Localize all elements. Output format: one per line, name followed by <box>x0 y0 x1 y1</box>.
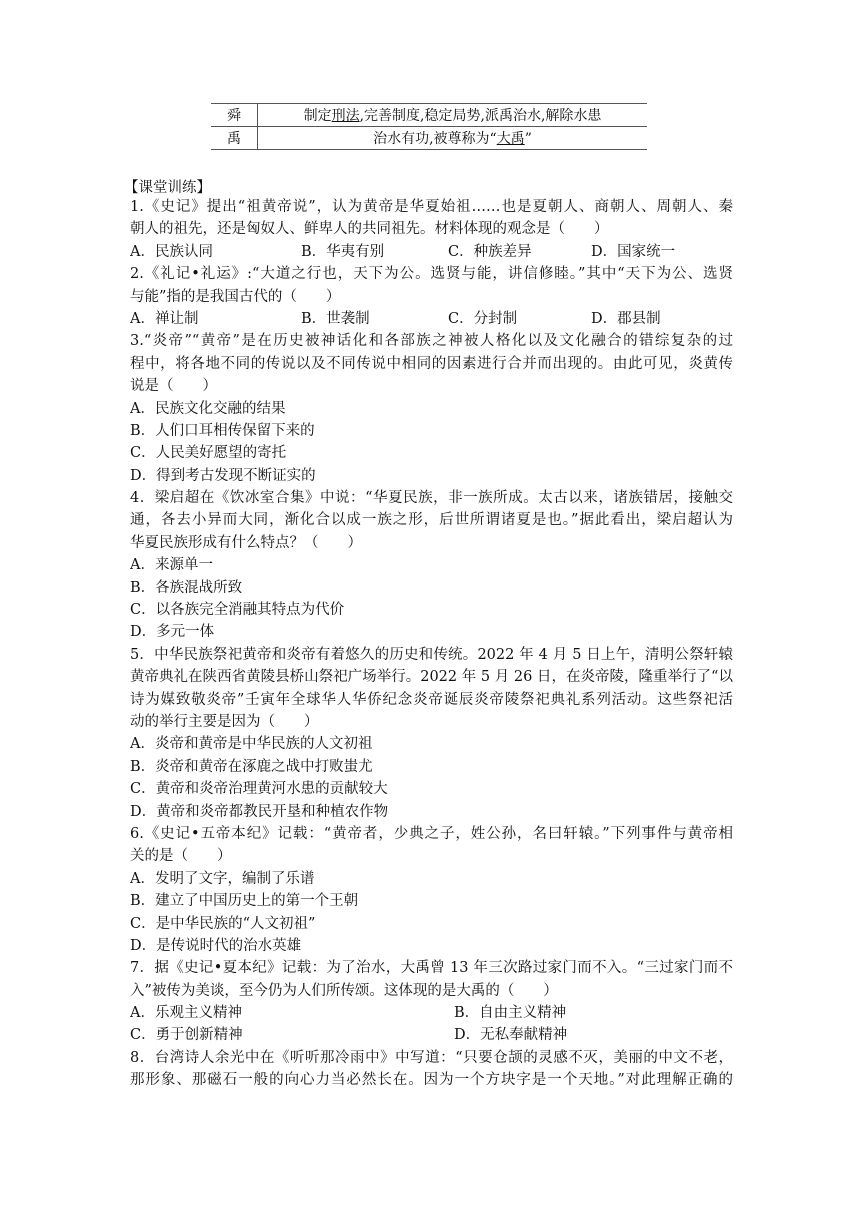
question-3-line: 3.“炎帝”“黄帝”是在历史被神话化和各部族之神被人格化以及文化融合的错综复杂的过 <box>130 333 733 350</box>
question-6-line: 关的是（ ） <box>130 848 232 865</box>
question-5-line: 5．中华民族祭祀黄帝和炎帝有着悠久的历史和传统。2022 年 4 月 5 日上午，清明公祭轩辕 <box>130 646 733 663</box>
option-d: D．国家统一 <box>591 243 676 260</box>
question-7-options <box>130 1024 733 1046</box>
question-2-line: 与能”指的是我国古代的（ ） <box>130 288 341 305</box>
question-8-line: 8．台湾诗人余光中在《听听那冷雨中》中写道：“只要仓颉的灵感不灭，美丽的中文不老， <box>130 1049 733 1066</box>
question-1-options <box>130 241 733 263</box>
question-4-line: 通，各去小异而大同，渐化合以成一族之形，后世所谓诸夏是也。”据此看出，梁启超认为 <box>130 512 733 529</box>
option-b: B．各族混战所致 <box>130 579 243 596</box>
option-b: B．人们口耳相传保留下来的 <box>130 422 315 439</box>
option-b: B．建立了中国历史上的第一个王朝 <box>130 893 359 910</box>
option-a: A．来源单一 <box>130 557 213 574</box>
ruler-table <box>211 103 647 150</box>
question-3-line: 说是（ ） <box>130 378 217 395</box>
option-d: D．黄帝和炎帝都教民开垦和种植农作物 <box>130 803 389 820</box>
option-b: B．华夷有别 <box>301 243 385 260</box>
option-c: C．种族差异 <box>448 243 532 260</box>
question-4-line: 4．梁启超在《饮冰室合集》中说：“华夏民族，非一族所成。太古以来，诸族错居，接触交 <box>130 490 733 507</box>
question-3-line: 程中，将各地不同的传说以及不同传说中相同的因素进行合并而出现的。由此可见，炎黄传 <box>130 355 733 372</box>
option-a: A．乐观主义精神 <box>130 1005 242 1022</box>
option-c: C．黄帝和炎帝治理黄河水患的贡献较大 <box>130 781 388 798</box>
ruler-name: 禹 <box>211 127 258 150</box>
question-1-line: 朝人的祖先，还是匈奴人、鲜卑人的共同祖先。材料体现的观念是（ ） <box>130 221 609 238</box>
option-b: B．炎帝和黄帝在涿鹿之战中打败蚩尤 <box>130 758 373 775</box>
question-6-line: 6.《史记•五帝本纪》记载：“黄帝者，少典之子，姓公孙，名曰轩辕。”下列事件与黄帝相 <box>130 825 733 842</box>
option-d: D．多元一体 <box>130 624 215 641</box>
section-title: 【课堂训练】 <box>124 180 211 196</box>
ruler-deeds <box>258 127 648 150</box>
question-4-line: 华夏民族形成有什么特点？（ ） <box>130 534 362 551</box>
question-7-line: 入”被传为美谈，至今仍为人们所传颂。这体现的是大禹的（ ） <box>130 982 558 999</box>
option-d: D．是传说时代的治水英雄 <box>130 937 302 954</box>
question-8-line: 那形象、那磁石一般的向心力当必然长在。因为一个方块字是一个天地。”对此理解正确的 <box>130 1072 733 1089</box>
option-c: C．分封制 <box>448 310 518 327</box>
question-5-line: 诗为媒致敬炎帝”壬寅年全球华人华侨纪念炎帝诞辰炎帝陵祭祀典礼系列活动。这些祭祀活 <box>130 691 733 708</box>
deeds-underlined: 大禹 <box>496 131 525 147</box>
question-2-line: 2.《礼记•礼运》:“大道之行也，天下为公。选贤与能，讲信修睦。”其中“天下为公、选贤 <box>130 266 733 283</box>
deeds-text: 治水有功,被尊称为“ <box>373 131 497 147</box>
option-a: A．禅让制 <box>130 310 199 327</box>
ruler-name: 舜 <box>211 104 258 127</box>
question-2-options <box>130 308 733 330</box>
option-b: B．自由主义精神 <box>454 1005 567 1022</box>
question-1-line: 1.《史记》提出“祖黄帝说”，认为黄帝是华夏始祖……也是夏朝人、商朝人、周朝人、秦 <box>130 199 733 215</box>
table-row <box>211 104 647 127</box>
deeds-text: 制定 <box>303 108 332 124</box>
option-d: D．无私奉献精神 <box>454 1027 568 1044</box>
option-a: A．民族文化交融的结果 <box>130 400 286 417</box>
option-c: C．以各族完全消融其特点为代价 <box>130 602 345 619</box>
option-c: C．勇于创新精神 <box>130 1027 243 1044</box>
option-c: C．人民美好愿望的寄托 <box>130 445 287 462</box>
deeds-text: ” <box>524 131 532 147</box>
option-d: D．郡县制 <box>591 310 661 327</box>
question-5-line: 黄帝典礼在陕西省黄陵县桥山祭祀广场举行。2022 年 5 月 26 日，在炎帝陵，隆重举行了“以 <box>130 669 733 686</box>
questions <box>130 196 733 1092</box>
option-a: A．民族认同 <box>130 243 213 260</box>
option-a: A．发明了文字，编制了乐谱 <box>130 870 315 887</box>
deeds-underlined: 刑法 <box>331 108 360 124</box>
option-c: C．是中华民族的“人文初祖” <box>130 915 316 932</box>
question-7-options <box>130 1002 733 1024</box>
ruler-deeds <box>258 104 648 127</box>
table-row <box>211 127 647 150</box>
question-7-line: 7．据《史记•夏本纪》记载：为了治水，大禹曾 13 年三次路过家门而不入。“三过家门而不 <box>130 960 733 977</box>
option-a: A．炎帝和黄帝是中华民族的人文初祖 <box>130 736 373 753</box>
question-5-line: 动的举行主要是因为（ ） <box>130 713 319 730</box>
option-d: D．得到考古发现不断证实的 <box>130 467 316 484</box>
option-b: B．世袭制 <box>301 310 370 327</box>
deeds-text: ,完善制度,稳定局势,派禹治水,解除水患 <box>359 108 602 124</box>
